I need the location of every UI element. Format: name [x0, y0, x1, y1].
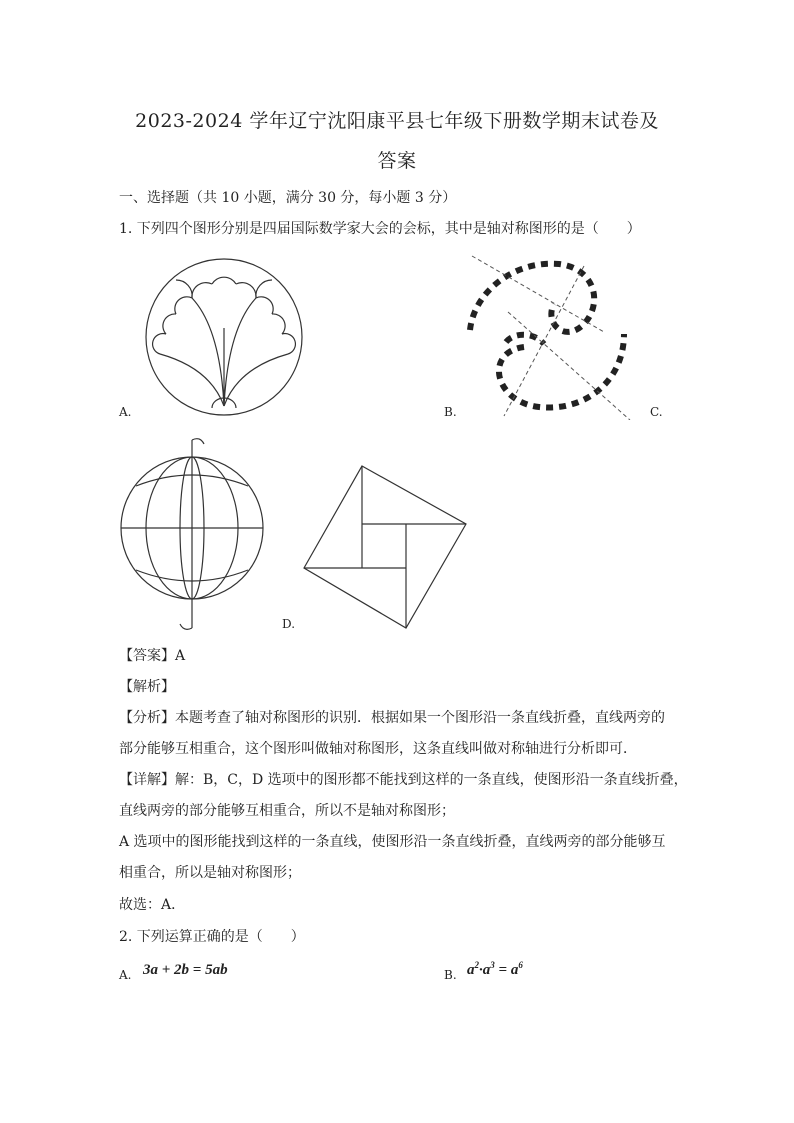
doc-title-line2: 答案	[377, 150, 417, 172]
option-a-label: A.	[119, 405, 132, 419]
detail-line-4: 相重合，所以是轴对称图形；	[119, 865, 301, 881]
q2-b-base-1: a	[467, 962, 475, 978]
q2-b-exp-1: 2	[474, 960, 479, 970]
q2-b-exp-3: 6	[518, 960, 523, 970]
detail-line-2: 直线两旁的部分能够互相重合，所以不是轴对称图形；	[119, 803, 455, 819]
figure-d-logo	[302, 460, 470, 632]
question-1-stem: 1. 下列四个图形分别是四届国际数学家大会的会标，其中是轴对称图形的是（ ）	[119, 221, 641, 237]
doc-title-line1: 2023-2024 学年辽宁沈阳康平县七年级下册数学期末试卷及	[135, 110, 659, 132]
q2-b-exp-2: 3	[490, 960, 495, 970]
analysis-line-1: 【分析】本题考查了轴对称图形的识别．根据如果一个图形沿一条直线折叠，直线两旁的	[119, 710, 665, 726]
q2-option-a-expression: 3a + 2b = 5ab	[143, 962, 228, 978]
figure-globe-logo	[118, 436, 266, 632]
section-heading: 一、选择题（共 10 小题，满分 30 分，每小题 3 分）	[119, 190, 457, 206]
answer-line: 【答案】A	[119, 648, 186, 664]
figure-b-logo	[464, 252, 634, 420]
q2-b-dot: ·	[479, 962, 483, 978]
analysis-heading: 【解析】	[119, 679, 175, 695]
choice-line: 故选：A．	[119, 897, 186, 913]
q2-option-a-label: A.	[119, 968, 132, 982]
q2-b-equals: =	[494, 962, 511, 978]
option-c-label: C.	[650, 405, 663, 419]
option-d-label: D.	[282, 617, 296, 631]
detail-line-1: 【详解】解：B，C，D 选项中的图形都不能找到这样的一条直线，使图形沿一条直线折叠，	[119, 772, 688, 788]
q2-b-base-2: a	[482, 962, 491, 978]
analysis-line-2: 部分能够互相重合，这个图形叫做轴对称图形，这条直线叫做对称轴进行分析即可．	[119, 741, 637, 757]
q2-option-b-expression	[467, 960, 523, 979]
q2-b-base-3: a	[510, 962, 519, 978]
detail-line-3: A 选项中的图形能找到这样的一条直线，使图形沿一条直线折叠，直线两旁的部分能够互	[119, 834, 666, 850]
figure-a-logo	[140, 258, 308, 418]
question-2-stem: 2. 下列运算正确的是（ ）	[119, 929, 305, 945]
option-b-label: B.	[444, 405, 457, 419]
q2-option-b-label: B.	[444, 968, 457, 982]
